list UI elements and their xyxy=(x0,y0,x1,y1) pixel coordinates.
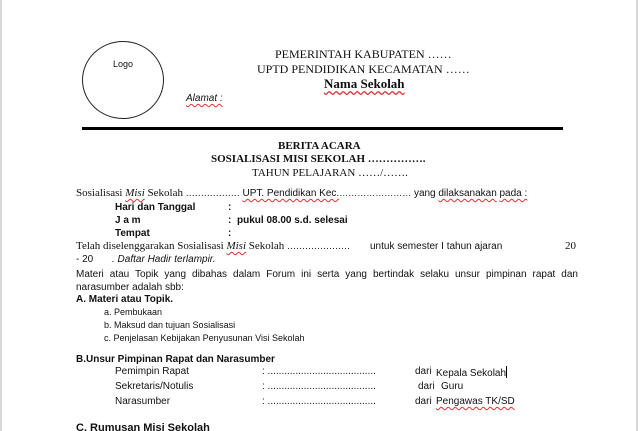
section-a-item: a. Pembukaan xyxy=(104,307,163,317)
section-b-value: Pengawas TK/SD xyxy=(436,396,515,407)
schedule-place-label: Tempat xyxy=(115,228,150,239)
doc-title-line-1: BERITA ACARA xyxy=(278,140,361,152)
section-b-from: dari xyxy=(415,396,432,407)
section-a-item: b. Maksud dan tujuan Sosialisasi xyxy=(104,320,236,330)
intro-word-yang: yang xyxy=(413,188,436,199)
held-word: Sekolah xyxy=(248,240,285,252)
schedule-day-label: Hari dan Tanggal xyxy=(115,202,196,213)
section-b-from: dari xyxy=(415,366,432,377)
schedule-time-label: J a m xyxy=(115,215,141,226)
section-b-dots: : ....................................... xyxy=(262,381,376,392)
materi-para-line-1: Materi atau Topik yang dibahas dalam Forum ini serta yang bertindak selaku unsur pimpinan rapat dan xyxy=(76,269,578,280)
section-b-heading: B.Unsur Pimpinan Rapat dan Narasumber xyxy=(76,354,275,365)
intro-word: Sosialisasi xyxy=(76,187,123,199)
letterhead-line-1: PEMERINTAH KABUPATEN …… xyxy=(275,47,452,61)
doc-title-line-2: SOSIALISASI MISI SEKOLAH ……………. xyxy=(211,153,426,165)
logo-placeholder xyxy=(82,41,164,119)
section-c-heading: C. Rumusan Misi Sekolah xyxy=(76,422,210,431)
intro-word: Sekolah xyxy=(147,187,183,199)
section-b-dots: : ....................................... xyxy=(262,396,376,407)
letterhead-line-2: UPTD PENDIDIKAN KECAMATAN …… xyxy=(257,62,470,76)
held-text: Telah diselenggarakan Sosialisasi xyxy=(76,240,224,252)
held-year-start: 20 xyxy=(565,240,576,252)
section-b-role: Sekretaris/Notulis xyxy=(115,381,194,392)
section-b-from: dari xyxy=(418,381,435,392)
text-cursor xyxy=(506,366,507,378)
intro-word-pada: pada : xyxy=(499,188,528,199)
held-year-end: - 20 xyxy=(76,254,94,265)
held-semester: untuk semester I tahun ajaran xyxy=(370,241,503,252)
address-label: Alamat : xyxy=(186,93,223,104)
schedule-place-colon: : xyxy=(228,228,232,239)
section-b-role: Pemimpin Rapat xyxy=(115,366,189,377)
schedule-time-colon: : xyxy=(228,215,232,226)
section-b-role: Narasumber xyxy=(115,396,171,407)
section-a-heading: A. Materi atau Topik. xyxy=(76,294,174,305)
held-attendance: . Daftar Hadir terlampir. xyxy=(112,254,216,265)
held-dots: ………………… xyxy=(286,241,350,251)
doc-title-line-3: TAHUN PELAJARAN ……/……. xyxy=(252,167,408,179)
intro-word-dilaksanakan: dilaksanakan xyxy=(438,188,497,199)
school-name: Nama Sekolah xyxy=(324,76,405,91)
header-divider xyxy=(82,127,563,130)
intro-line xyxy=(76,187,527,199)
section-b-value-text: Kepala Sekolah xyxy=(436,368,507,379)
section-b-dots: : ....................................... xyxy=(262,366,376,377)
schedule-day-colon: : xyxy=(228,202,232,213)
materi-para-line-2: narasumber adalah sbb: xyxy=(76,282,184,293)
intro-upt: UPT. Pendidikan Kec. xyxy=(242,188,340,199)
held-word-misi: Misi xyxy=(226,240,247,252)
intro-dots-2: …………………… xyxy=(339,188,412,198)
intro-dots: ……………… xyxy=(185,188,240,198)
schedule-time-value: pukul 08.00 s.d. selesai xyxy=(237,215,348,226)
intro-word-misi: Misi xyxy=(125,187,145,199)
section-a-item: c. Penjelasan Kebijakan Penyusunan Visi Sekolah xyxy=(104,333,305,343)
section-b-value: Guru xyxy=(441,381,464,392)
logo-label: Logo xyxy=(112,59,134,69)
held-line-1 xyxy=(76,240,350,252)
section-b-value xyxy=(436,366,507,379)
